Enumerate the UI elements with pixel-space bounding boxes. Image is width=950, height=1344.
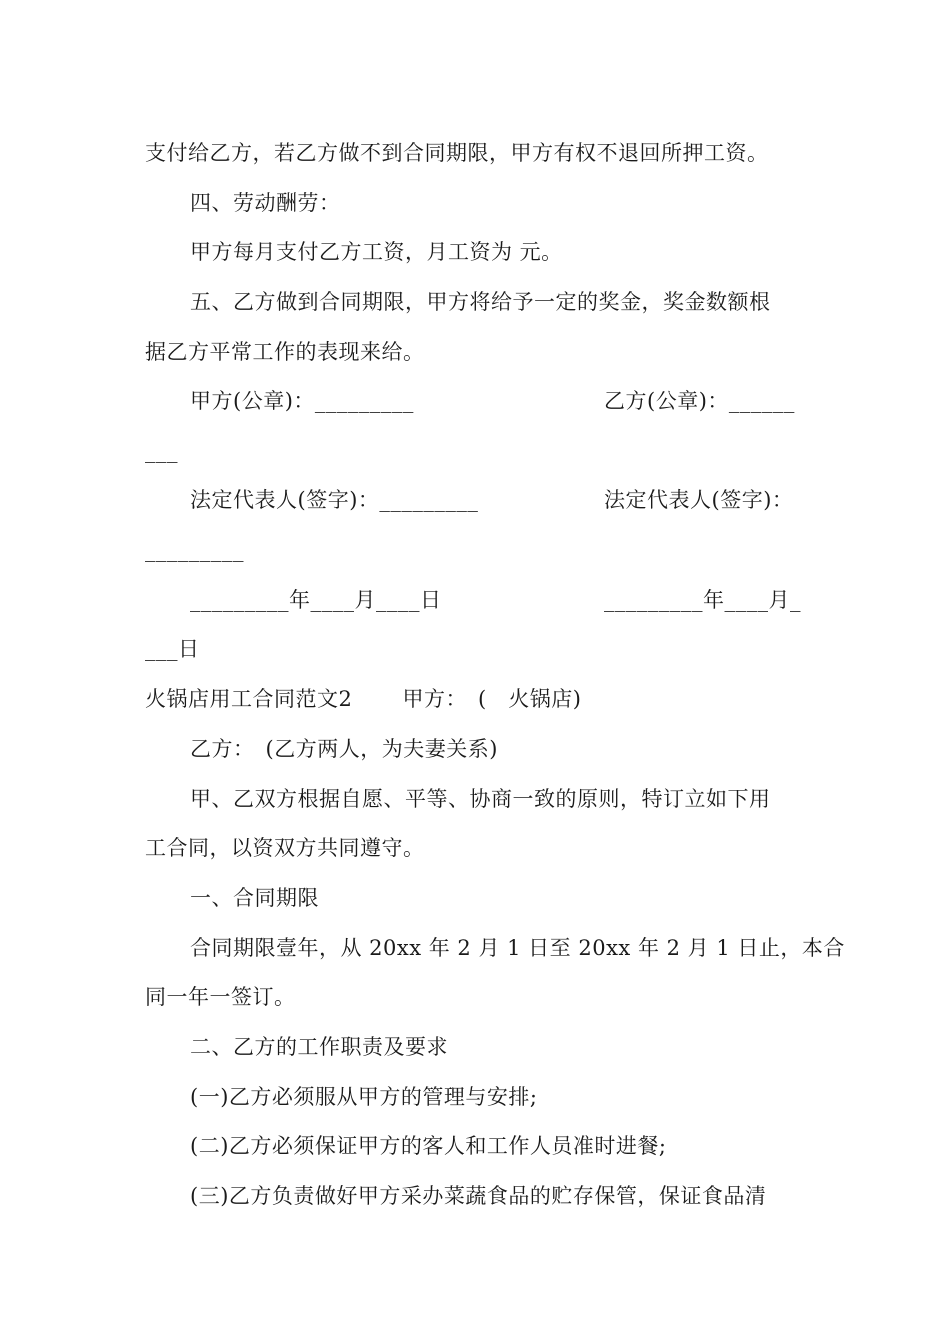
party-b-seal-field: 乙方(公章)：______ [604, 389, 795, 413]
party-b-date-field-continued: ___日 [145, 637, 200, 661]
party-b-seal-field-continued: ___ [145, 439, 178, 463]
party-b-date-field: _________年____月_ [604, 588, 801, 612]
party-b-line: 乙方： (乙方两人，为夫妻关系) [190, 737, 498, 761]
section-heading-contract-term: 一、合同期限 [190, 886, 319, 910]
party-b-representative-field-continued: _________ [145, 538, 244, 562]
paragraph-line: 同一年一签订。 [145, 985, 296, 1009]
paragraph-line: 五、乙方做到合同期限，甲方将给予一定的奖金，奖金数额根 [190, 290, 771, 314]
party-b-representative-field: 法定代表人(签字)： [604, 488, 794, 512]
paragraph-line: 甲方每月支付乙方工资，月工资为 元。 [190, 240, 563, 264]
party-a-date-field: _________年____月____日 [190, 588, 442, 612]
section-heading-duties: 二、乙方的工作职责及要求 [190, 1035, 448, 1059]
list-item: (三)乙方负责做好甲方采办菜蔬食品的贮存保管，保证食品清 [190, 1184, 767, 1208]
section-title: 火锅店用工合同范文2 甲方： ( 火锅店) [145, 687, 582, 711]
section-heading-labor-pay: 四、劳动酬劳： [190, 191, 341, 215]
paragraph-line: 工合同，以资双方共同遵守。 [145, 836, 425, 860]
paragraph-line: 支付给乙方，若乙方做不到合同期限，甲方有权不退回所押工资。 [145, 141, 769, 165]
paragraph-line: 甲、乙双方根据自愿、平等、协商一致的原则，特订立如下用 [190, 787, 771, 811]
list-item: (二)乙方必须保证甲方的客人和工作人员准时进餐; [190, 1134, 667, 1158]
party-a-seal-field: 甲方(公章)：_________ [190, 389, 414, 413]
party-a-representative-field: 法定代表人(签字)：_________ [190, 488, 479, 512]
paragraph-line: 合同期限壹年，从 20xx 年 2 月 1 日至 20xx 年 2 月 1 日止，本合 [190, 936, 845, 960]
paragraph-line: 据乙方平常工作的表现来给。 [145, 340, 425, 364]
list-item: (一)乙方必须服从甲方的管理与安排; [190, 1085, 538, 1109]
